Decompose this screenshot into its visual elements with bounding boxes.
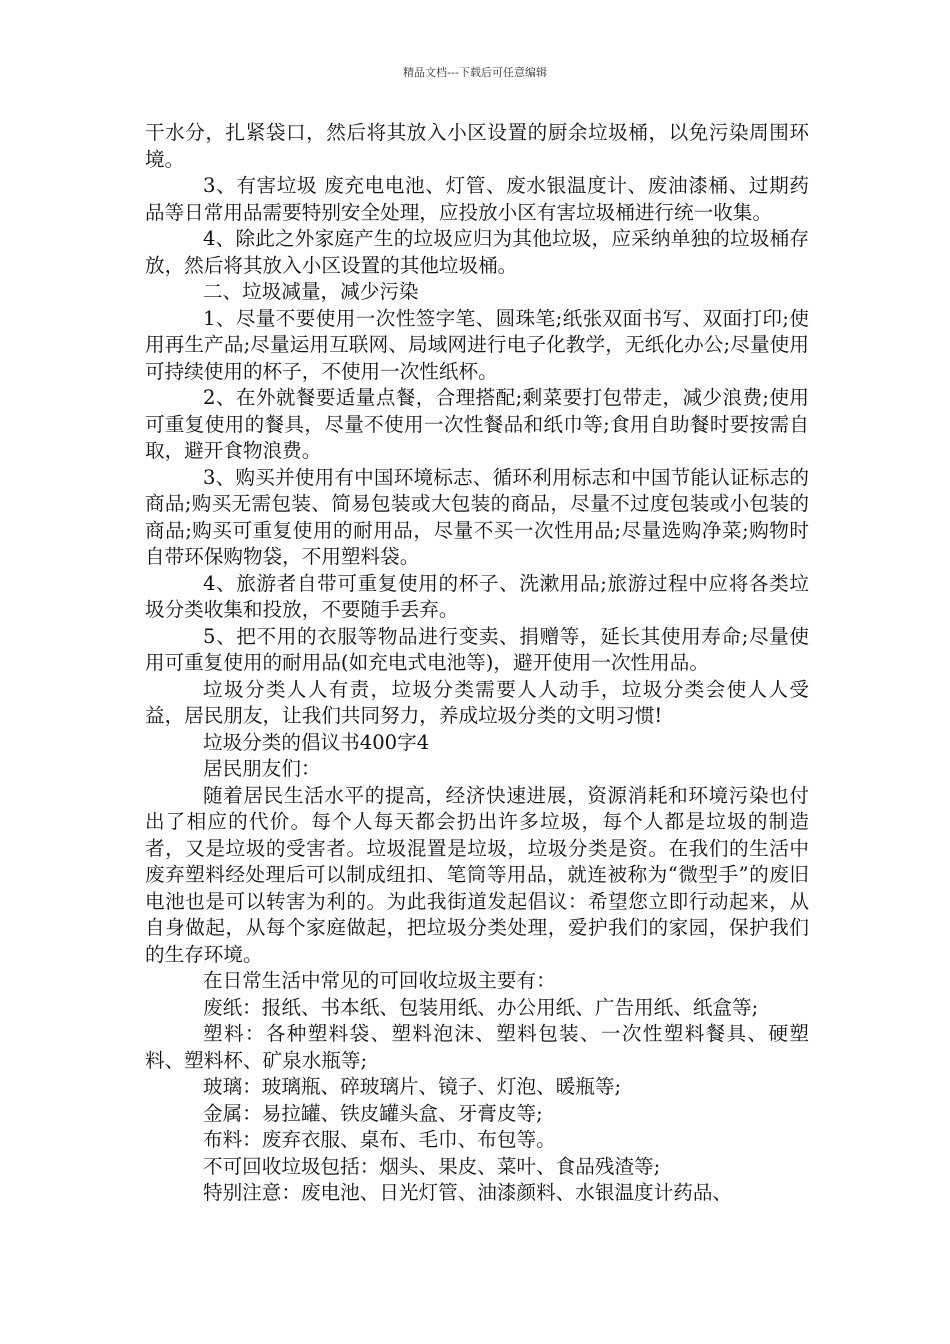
- page-header: 精品文档---下载后可任意编辑: [403, 66, 547, 79]
- paragraph: 3、有害垃圾 废充电电池、灯管、废水银温度计、废油漆桶、过期药品等日常用品需要特别安全处理，应投放小区有害垃圾桶进行统一收集。: [145, 174, 809, 224]
- list-item: 不可回收垃圾包括：烟头、果皮、菜叶、食品残渣等;: [203, 1154, 661, 1178]
- paragraph: 4、旅游者自带可重复使用的杯子、洗漱用品;旅游过程中应将各类垃圾分类收集和投放，不要随手丢弃。: [145, 571, 809, 621]
- paragraph: 2、在外就餐要适量点餐，合理搭配;剩菜要打包带走，减少浪费;使用可重复使用的餐具，尽量不使用一次性餐品和纸巾等;食用自助餐时要按需自取，避开食物浪费。: [145, 386, 809, 462]
- document-body: [145, 120, 809, 1207]
- document-title: 垃圾分类的倡议书400字4: [203, 730, 430, 754]
- list-item: 废纸：报纸、书本纸、包装用纸、办公用纸、广告用纸、纸盒等;: [203, 995, 759, 1019]
- list-item: 玻璃：玻璃瓶、碎玻璃片、镜子、灯泡、暖瓶等;: [203, 1075, 622, 1098]
- list-item: 金属：易拉罐、铁皮罐头盒、牙膏皮等;: [203, 1101, 543, 1125]
- list-item: 塑料：各种塑料袋、塑料泡沫、塑料包装、一次性塑料餐具、硬塑料、塑料杯、矿泉水瓶等;: [145, 1022, 809, 1072]
- list-item: 布料：废弃衣服、桌布、毛巾、布包等。: [203, 1128, 556, 1151]
- paragraph: 垃圾分类人人有责，垃圾分类需要人人动手，垃圾分类会使人人受益，居民朋友，让我们共同努力，养成垃圾分类的文明习惯!: [145, 677, 809, 727]
- paragraph: 1、尽量不要使用一次性签字笔、圆珠笔;纸张双面书写、双面打印;使用再生产品;尽量运用互联网、局域网进行电子化教学，无纸化办公;尽量使用可持续使用的杯子，不使用一次性纸杯。: [145, 306, 809, 383]
- paragraph: 3、购买并使用有中国环境标志、循环利用标志和中国节能认证标志的商品;购买无需包装、简易包装或大包装的商品，尽量不过度包装或小包装的商品;购买可重复使用的耐用品，尽量不买一次性用品;尽量选购净菜;购物时自带环保购物袋，不用塑料袋。: [145, 465, 809, 568]
- paragraph: 随着居民生活水平的提高，经济快速进展，资源消耗和环境污染也付出了相应的代价。每个人每天都会扔出许多垃圾，每个人都是垃圾的制造者，又是垃圾的受害者。垃圾混置是垃圾，垃圾分类是资。在我们的生活中废弃塑料经处理后可以制成纽扣、笔筒等用品，就连被称为“微型手”的废旧电池也是可以转害为利的。为此我街道发起倡议：希望您立即行动起来，从自身做起，从每个家庭做起，把垃圾分类处理，爱护我们的家园，保护我们的生存环境。: [145, 783, 809, 966]
- paragraph: 干水分，扎紧袋口，然后将其放入小区设置的厨余垃圾桶，以免污染周围环境。: [145, 121, 809, 171]
- list-item: 特别注意：废电池、日光灯管、油漆颜料、水银温度计药品、: [203, 1181, 733, 1204]
- paragraph: 在日常生活中常见的可回收垃圾主要有：: [203, 969, 556, 992]
- paragraph: 5、把不用的衣服等物品进行变卖、捐赠等，延长其使用寿命;尽量使用可重复使用的耐用品(如充电式电池等)，避开使用一次性用品。: [145, 624, 809, 674]
- salutation: 居民朋友们：: [203, 757, 321, 780]
- section-heading: 二、垃圾减量，减少污染: [203, 280, 419, 303]
- paragraph: 4、除此之外家庭产生的垃圾应归为其他垃圾，应采纳单独的垃圾桶存放，然后将其放入小区设置的其他垃圾桶。: [145, 227, 809, 277]
